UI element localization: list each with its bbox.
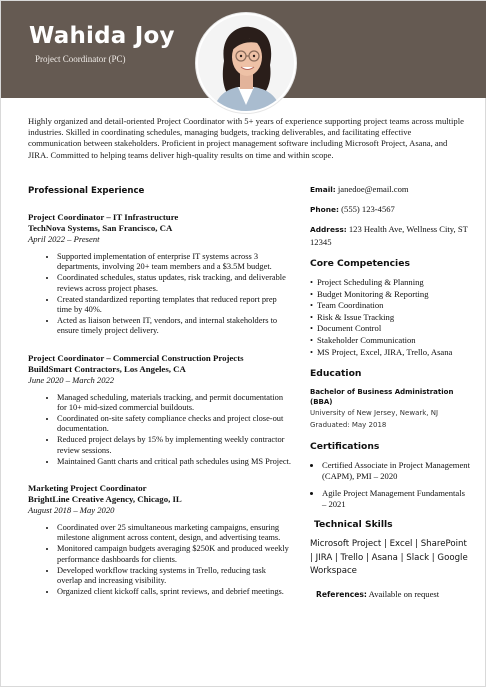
competency-item: • Document Control: [310, 323, 470, 335]
job-bullet: • Supported implementation of enterprise IT systems across 3 departments, involving 20+ team members and a $3.5M budget.: [57, 252, 293, 272]
competencies-list: [310, 277, 470, 358]
job-bullet: • Monitored campaign budgets averaging $250K and produced weekly performance dashboards for clients.: [57, 544, 293, 564]
job-company: TechNova Systems, San Francisco, CA: [28, 223, 173, 233]
competency-item: • MS Project, Excel, JIRA, Trello, Asana: [310, 347, 470, 359]
competency-item: • Team Coordination: [310, 300, 470, 312]
profile-photo-illustration: [198, 15, 294, 111]
references-value: Available on request: [368, 588, 440, 599]
profile-photo: [196, 13, 296, 113]
competency-item: • Risk & Issue Tracking: [310, 312, 470, 324]
education-heading: Education: [310, 368, 362, 380]
job-bullet: • Created standardized reporting templates that reduced report prep time by 40%.: [57, 295, 293, 315]
education-degree: Bachelor of Business Administration (BBA): [310, 388, 454, 407]
certifications-heading: Certifications: [310, 441, 380, 453]
experience-heading: Professional Experience: [28, 186, 145, 196]
phone-value: (555) 123-4567: [341, 204, 395, 214]
professional-summary: Highly organized and detail-oriented Project Coordinator with 5+ years of experience supporting project teams across multiple industries. Skilled in coordinating schedules, managing budgets, tracking deliverables, and facilitating effective communication between stakeholders. Proficient in project management software including Microsoft Project, Asana, and JIRA. Committed to helping teams deliver high-quality results on time and within scope.: [28, 116, 464, 160]
email-value: janedoe@email.com: [337, 184, 409, 194]
job-bullets: [28, 393, 293, 467]
job-company: BuildSmart Contractors, Los Angeles, CA: [28, 363, 186, 374]
candidate-name: Wahida Joy: [29, 23, 175, 49]
job-title: Marketing Project Coordinator: [28, 483, 147, 494]
job-entry: [28, 483, 293, 597]
competency-item: • Project Scheduling & Planning: [310, 277, 470, 289]
competency-item: • Stakeholder Communication: [310, 335, 470, 347]
contact-phone: [310, 203, 470, 216]
competencies-heading: Core Competencies: [310, 258, 410, 269]
job-bullet: • Acted as liaison between IT, vendors, and internal stakeholders to ensure timely project delivery.: [57, 316, 293, 336]
contact-email: [310, 183, 470, 196]
skills-text: Microsoft Project | Excel | SharePoint | JIRA | Trello | Asana | Slack | Google Workspace: [310, 539, 468, 577]
certification-item: • Certified Associate in Project Management (CAPM), PMI – 2020: [322, 460, 470, 482]
job-bullet: • Maintained Gantt charts and critical path schedules using MS Project.: [57, 457, 293, 467]
address-label: Address:: [310, 225, 347, 234]
job-title: Project Coordinator – IT Infrastructure: [28, 212, 179, 222]
references-label: References:: [316, 589, 367, 599]
job-bullet: • Developed workflow tracking systems in Trello, reducing task overlap and increasing visibility.: [57, 566, 293, 586]
job-bullets: [28, 523, 293, 597]
job-dates: April 2022 – Present: [28, 234, 100, 244]
contact-address: [310, 223, 470, 248]
job-bullet: • Coordinated over 25 simultaneous marketing campaigns, ensuring milestone alignment across content, design, and advertising teams.: [57, 523, 293, 543]
job-dates: August 2018 – May 2020: [28, 505, 115, 516]
job-bullet: • Coordinated on-site safety compliance checks and project close-out documentation.: [57, 414, 293, 434]
job-bullet: • Managed scheduling, materials tracking, and permit documentation for 10+ mid-sized commercial buildouts.: [57, 393, 293, 413]
job-bullet: • Organized client kickoff calls, sprint reviews, and debrief meetings.: [57, 587, 293, 597]
job-entry: [28, 212, 293, 337]
job-title: Project Coordinator – Commercial Construction Projects: [28, 352, 244, 363]
references: [310, 589, 470, 599]
certification-item: • Agile Project Management Fundamentals – 2021: [322, 488, 470, 510]
job-company: BrightLine Creative Agency, Chicago, IL: [28, 494, 182, 505]
phone-label: Phone:: [310, 205, 339, 214]
education-graduated: Graduated: May 2018: [310, 421, 387, 430]
experience-column: [28, 186, 293, 598]
job-bullets: [28, 252, 293, 337]
candidate-role: Project Coordinator (PC): [35, 54, 126, 64]
competency-item: • Budget Monitoring & Reporting: [310, 289, 470, 301]
sidebar-column: [310, 183, 470, 599]
email-label: Email:: [310, 185, 336, 194]
certifications-list: [310, 460, 470, 509]
job-entry: [28, 353, 293, 467]
education-school: University of New Jersey, Newark, NJ: [310, 409, 439, 418]
address-value: 123 Health Ave, Wellness City, ST 12345: [310, 224, 468, 247]
job-bullet: • Coordinated schedules, status updates, risk tracking, and deliverable reviews across project phases.: [57, 273, 293, 293]
job-dates: June 2020 – March 2022: [28, 374, 115, 385]
skills-heading: Technical Skills: [314, 519, 393, 531]
job-bullet: • Reduced project delays by 15% by implementing weekly contractor review sessions.: [57, 435, 293, 455]
